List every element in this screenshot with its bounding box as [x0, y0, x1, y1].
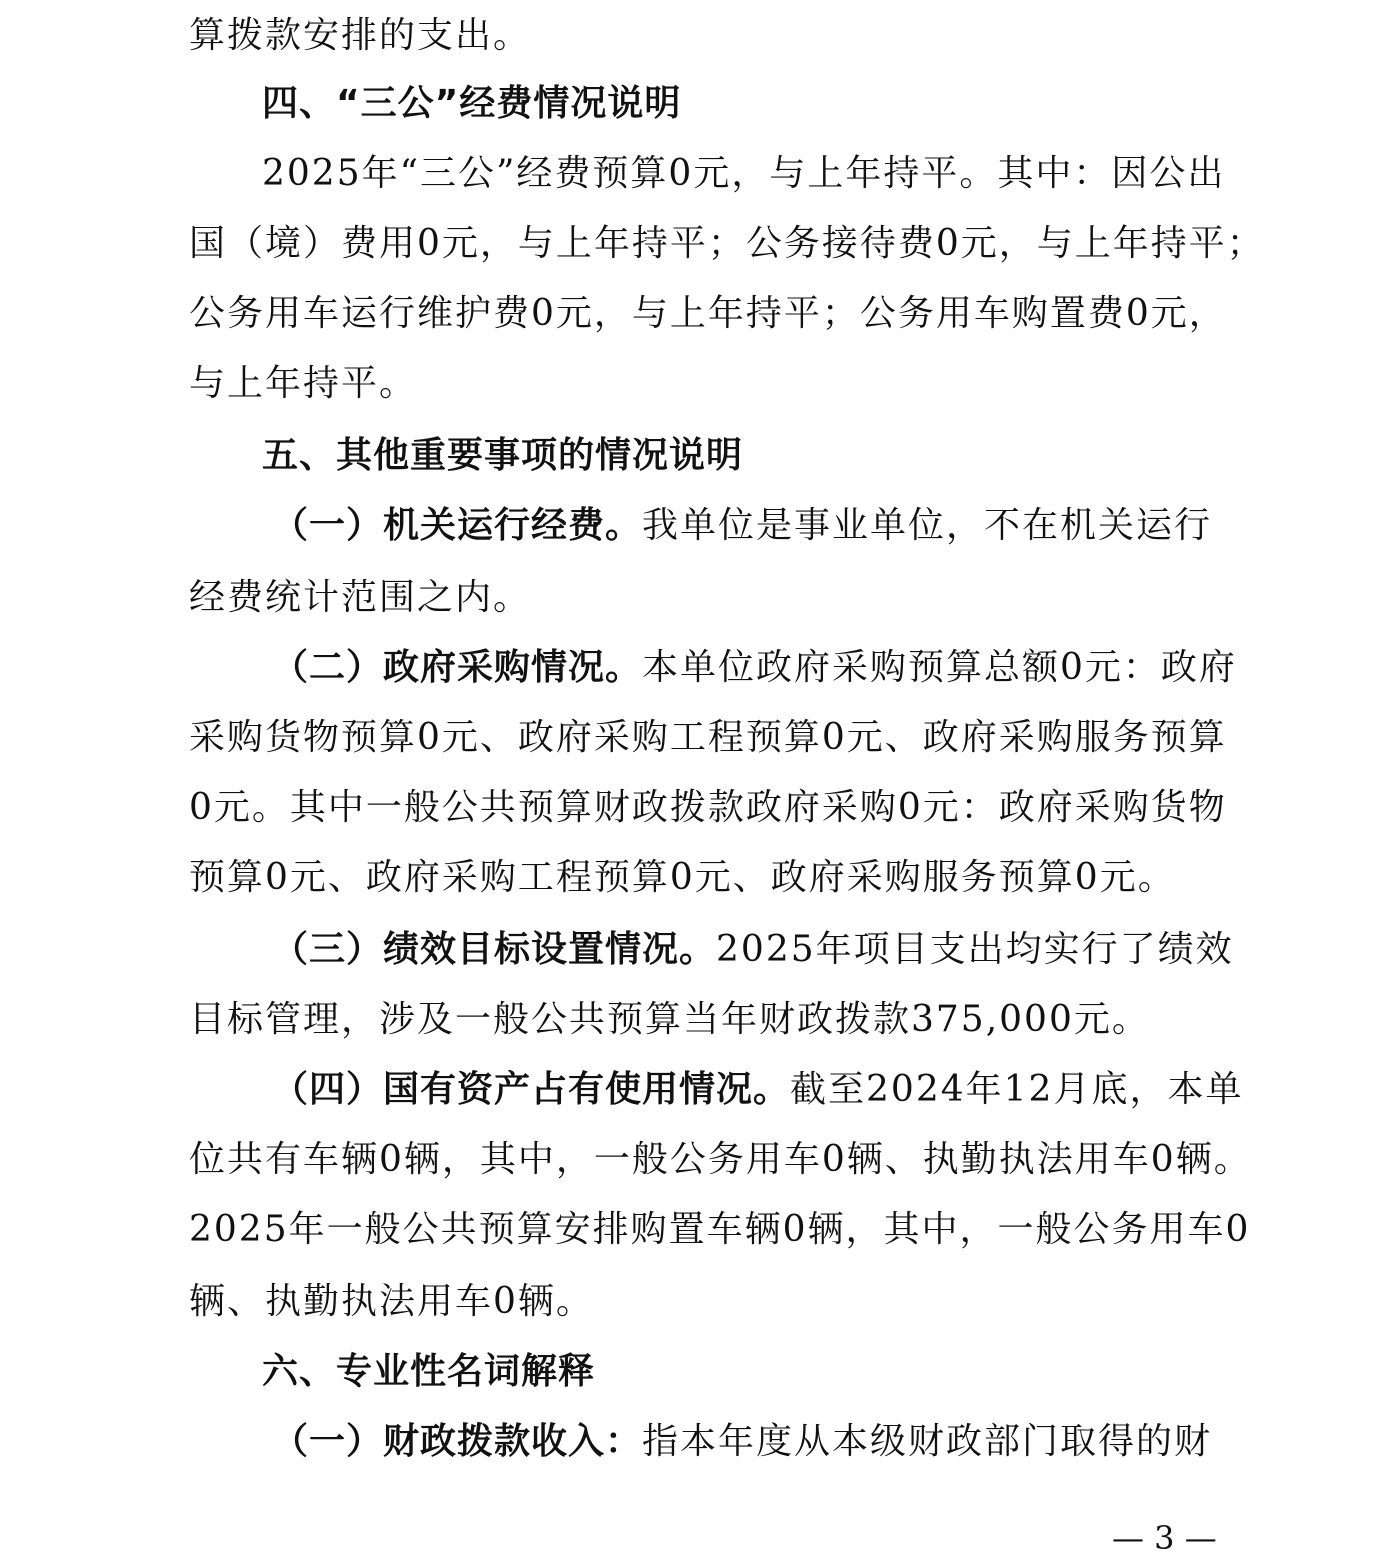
text-line-5: 公务用车运行维护费0元，与上年持平；公务用车购置费0元， [189, 293, 1227, 334]
text-line-10 [272, 646, 1237, 690]
text-line-3: 2025年“三公”经费预算0元，与上年持平。其中：因公出 [262, 153, 1226, 194]
section-heading-4: 四、“三公”经费情况说明 [262, 83, 682, 124]
subsection-title-2: （二）政府采购情况。 [272, 647, 643, 688]
text-line-18: 2025年一般公共预算安排购置车辆0辆，其中，一般公务用车0 [189, 1209, 1251, 1250]
text-line-9: 经费统计范围之内。 [189, 577, 532, 618]
subsection-body-2: 本单位政府采购预算总额0元：政府 [642, 647, 1237, 688]
subsection-body-5: 指本年度从本级财政部门取得的财 [642, 1421, 1213, 1462]
text-line-17: 位共有车辆0辆，其中，一般公务用车0辆、执勤执法用车0辆。 [189, 1139, 1252, 1180]
subsection-body-3: 2025年项目支出均实行了绩效 [716, 929, 1234, 970]
text-line-4: 国（境）费用0元，与上年持平；公务接待费0元，与上年持平； [189, 223, 1265, 264]
text-line-11: 采购货物预算0元、政府采购工程预算0元、政府采购服务预算 [189, 717, 1227, 758]
section-heading-6: 六、专业性名词解释 [262, 1351, 596, 1392]
subsection-title-1: （一）机关运行经费。 [272, 505, 643, 546]
subsection-body-1: 我单位是事业单位，不在机关运行 [642, 505, 1213, 546]
text-line-21 [272, 1420, 1212, 1464]
section-heading-5: 五、其他重要事项的情况说明 [262, 435, 744, 476]
text-line-13: 预算0元、政府采购工程预算0元、政府采购服务预算0元。 [189, 857, 1176, 898]
subsection-title-3: （三）绩效目标设置情况。 [272, 929, 717, 970]
text-line-15: 目标管理，涉及一般公共预算当年财政拨款375,000元。 [189, 999, 1150, 1040]
subsection-title-4: （四）国有资产占有使用情况。 [272, 1069, 791, 1110]
text-line-14 [272, 928, 1234, 972]
text-line-19: 辆、执勤执法用车0辆。 [189, 1281, 594, 1322]
text-line-12: 0元。其中一般公共预算财政拨款政府采购0元：政府采购货物 [189, 787, 1227, 828]
text-line-6: 与上年持平。 [189, 363, 418, 404]
text-line-16 [272, 1068, 1243, 1112]
subsection-body-4: 截至2024年12月底，本单 [790, 1069, 1244, 1110]
subsection-title-5: （一）财政拨款收入： [272, 1421, 643, 1462]
page-number: — 3 — [1112, 1519, 1217, 1557]
text-line-1: 算拨款安排的支出。 [189, 15, 532, 56]
text-line-8 [272, 504, 1212, 548]
